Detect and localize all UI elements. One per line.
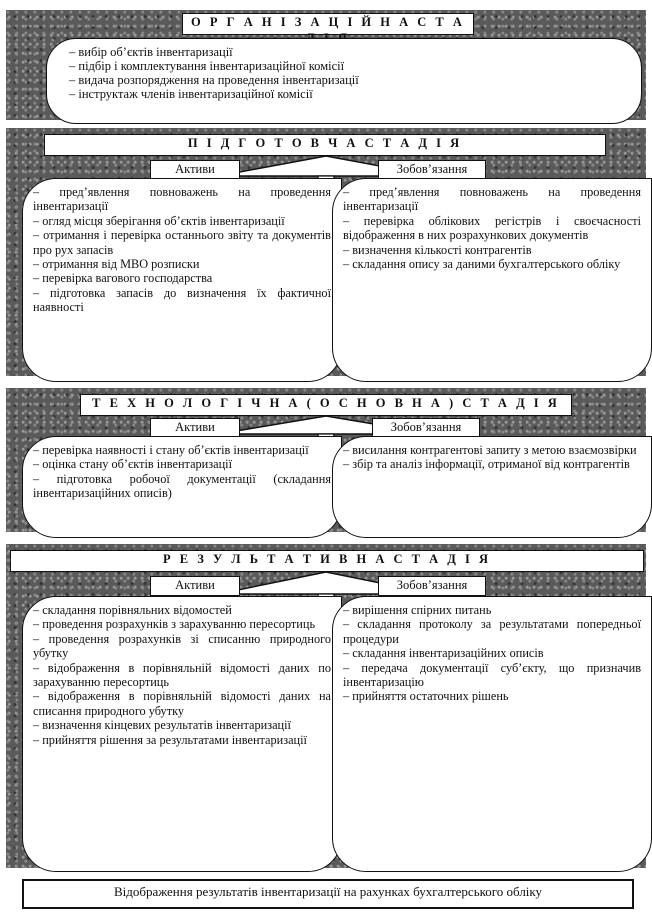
stage-3-assets: [22, 436, 342, 538]
list-item: – отримання від МВО розписки: [33, 257, 200, 272]
list-item: – підготовка запасів до визначення їх фактичної наявності: [33, 285, 331, 315]
list-item: – відображення в порівняльній відомості даних по зарахуванню пересортиць: [33, 660, 331, 690]
list-item: – пред’явлення повноважень на проведення інвентаризації: [33, 185, 331, 214]
list-item: – пред’явлення повноважень на проведення інвентаризації: [343, 185, 641, 214]
list-item: – проведення розрахунків з зарахуванню пересортиць: [33, 617, 316, 632]
stage-3-assets-label: Активи: [150, 418, 240, 438]
list-item: – підбір і комплектування інвентаризаційної комісії: [69, 59, 345, 73]
stage-4-assets: [22, 596, 342, 872]
list-item: – інструктаж членів інвентаризаційної комісії: [69, 87, 313, 101]
stage-4-liabilities: [332, 596, 652, 872]
list-item: – огляд місця зберігання об’єктів інвентаризації: [33, 213, 285, 228]
stage-4-liabilities-label: Зобов’язання: [378, 576, 486, 596]
stage-2-assets-label: Активи: [150, 160, 240, 180]
footer-box: Відображення результатів інвентаризації на рахунках бухгалтерського обліку: [22, 879, 634, 909]
stage-2-title: П І Д Г О Т О В Ч А С Т А Д І Я: [44, 134, 606, 156]
list-item: – складання опису за даними бухгалтерського обліку: [343, 257, 621, 272]
stage-2-liabilities-label: Зобов’язання: [378, 160, 486, 180]
list-item: – вибір об’єктів інвентаризації: [69, 45, 233, 59]
stage-3-title: Т Е Х Н О Л О Г І Ч Н А ( О С Н О В Н А ) С Т А Д І Я: [80, 394, 572, 416]
list-item: – складання інвентаризаційних описів: [343, 646, 544, 661]
list-item: – прийняття рішення за результатами інвентаризації: [33, 732, 307, 747]
stage-1-items: [46, 38, 642, 124]
list-item: – прийняття остаточних рішень: [343, 689, 509, 704]
list-item: – проведення розрахунків зі списанню природного убутку: [33, 631, 331, 661]
list-item: – відображення в порівняльній відомості даних на списання природного убутку: [33, 689, 331, 718]
list-item: – складання порівняльних відомостей: [33, 603, 232, 617]
list-item: – оцінка стану об’єктів інвентаризації: [33, 457, 232, 472]
stage-4-title: Р Е З У Л Ь Т А Т И В Н А С Т А Д І Я: [10, 550, 644, 572]
list-item: – перевірка наявності і стану об’єктів інвентаризації: [33, 443, 309, 457]
stage-4-assets-label: Активи: [150, 576, 240, 596]
list-item: – визначення кількості контрагентів: [343, 242, 532, 257]
list-item: – визначення кінцевих результатів інвентаризації: [33, 718, 291, 733]
list-item: – перевірка вагового господарства: [33, 271, 213, 286]
list-item: – збір та аналіз інформації, отриманої від контрагентів: [343, 457, 630, 472]
list-item: – перевірка облікових регістрів і своєчасності відображення в них розрахункових документів: [343, 213, 641, 243]
stage-2-assets: [22, 178, 342, 382]
list-item: – передача документації суб’єкту, що призначив інвентаризацію: [343, 660, 641, 690]
stage-1-title: О Р Г А Н І З А Ц І Й Н А С Т А: [182, 13, 474, 35]
stage-3-liabilities-label: Зобов’язання: [372, 418, 480, 438]
list-item: – вирішення спірних питань: [343, 603, 492, 617]
list-item: – видача розпорядження на проведення інвентаризації: [69, 73, 359, 87]
list-item: – висилання контрагентові запиту з метою взаємозвірки: [343, 443, 637, 457]
stage-3-liabilities: [332, 436, 652, 538]
stage-2-liabilities: [332, 178, 652, 382]
list-item: – підготовка робочої документації (складання інвентаризаційних описів): [33, 471, 331, 501]
list-item: – складання протоколу за результатами попередньої процедури: [343, 617, 641, 646]
list-item: – отримання і перевірка останнього звіту та документів про рух запасів: [33, 228, 331, 257]
